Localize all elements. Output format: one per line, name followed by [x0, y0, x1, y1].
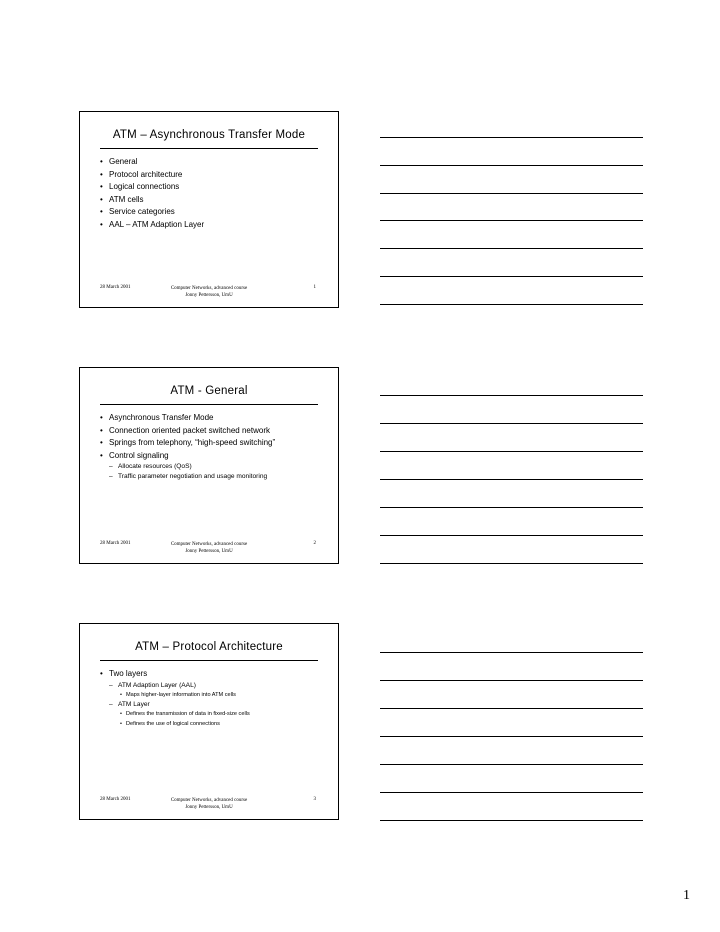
footer-author: Jonny Pettersson, UmU — [185, 293, 233, 298]
footer-course — [80, 541, 338, 555]
footer-course-name: Computer Networks, advanced course — [170, 542, 248, 547]
footer-date: 28 March 2001 — [100, 541, 131, 546]
bullet-item: • General — [100, 156, 328, 169]
note-line — [380, 507, 643, 508]
note-line — [380, 736, 643, 737]
bullet-item: • Control signaling — [100, 450, 328, 463]
sub-sub-bullet-item: • Maps higher-layer information into ATM cells — [100, 691, 328, 701]
note-line — [380, 193, 643, 194]
note-line — [380, 680, 643, 681]
slide-footer — [80, 797, 338, 817]
sub-bullet-item: – Allocate resources (QoS) — [100, 462, 328, 472]
bullet-item: • Asynchronous Transfer Mode — [100, 412, 328, 425]
note-line — [380, 479, 643, 480]
bullet-item: • Two layers — [100, 668, 328, 681]
note-line — [380, 535, 643, 536]
note-line — [380, 304, 643, 305]
note-line — [380, 276, 643, 277]
bullet-list — [100, 156, 328, 231]
sub-bullet-item: – ATM Adaption Layer (AAL) — [100, 681, 328, 691]
sub-sub-bullet-item: • Defines the use of logical connections — [100, 720, 328, 730]
footer-date: 28 March 2001 — [100, 285, 131, 290]
note-line — [380, 137, 643, 138]
slide-footer — [80, 285, 338, 305]
sub-bullet-item: – ATM Layer — [100, 700, 328, 710]
bullet-item: • Logical connections — [100, 181, 328, 194]
slide-3 — [79, 623, 339, 820]
sub-bullet-item: – Traffic parameter negotiation and usage monitoring — [100, 472, 328, 482]
title-divider — [100, 404, 318, 405]
page-number: 1 — [683, 888, 690, 903]
note-line — [380, 423, 643, 424]
slide-title: ATM - General — [170, 385, 248, 397]
slide-footer — [80, 541, 338, 561]
bullet-item: • Springs from telephony, “high-speed switching” — [100, 437, 328, 450]
note-line — [380, 652, 643, 653]
slide-2 — [79, 367, 339, 564]
bullet-item: • Protocol architecture — [100, 169, 328, 182]
title-divider — [100, 660, 318, 661]
footer-course-name: Computer Networks, advanced course — [170, 798, 248, 803]
note-line — [380, 708, 643, 709]
slide-1 — [79, 111, 339, 308]
bullet-list — [100, 412, 328, 482]
bullet-item: • ATM cells — [100, 194, 328, 207]
slide-number: 1 — [313, 285, 316, 290]
bullet-list — [100, 668, 328, 729]
note-line — [380, 395, 643, 396]
footer-date: 28 March 2001 — [100, 797, 131, 802]
note-line — [380, 220, 643, 221]
slide-title: ATM – Asynchronous Transfer Mode — [112, 129, 306, 141]
footer-course — [80, 797, 338, 811]
note-line — [380, 563, 643, 564]
footer-author: Jonny Pettersson, UmU — [185, 549, 233, 554]
footer-author: Jonny Pettersson, UmU — [185, 805, 233, 810]
note-line — [380, 792, 643, 793]
slide-title: ATM – Protocol Architecture — [135, 641, 283, 653]
note-line — [380, 248, 643, 249]
note-line — [380, 764, 643, 765]
bullet-item: • Service categories — [100, 206, 328, 219]
footer-course — [80, 285, 338, 299]
slide-number: 2 — [313, 541, 316, 546]
slide-number: 3 — [313, 797, 316, 802]
bullet-item: • AAL – ATM Adaption Layer — [100, 219, 328, 232]
footer-course-name: Computer Networks, advanced course — [170, 286, 248, 291]
note-line — [380, 820, 643, 821]
note-line — [380, 451, 643, 452]
note-line — [380, 165, 643, 166]
title-divider — [100, 148, 318, 149]
bullet-item: • Connection oriented packet switched network — [100, 425, 328, 438]
sub-sub-bullet-item: • Defines the transmission of data in fixed-size cells — [100, 710, 328, 720]
